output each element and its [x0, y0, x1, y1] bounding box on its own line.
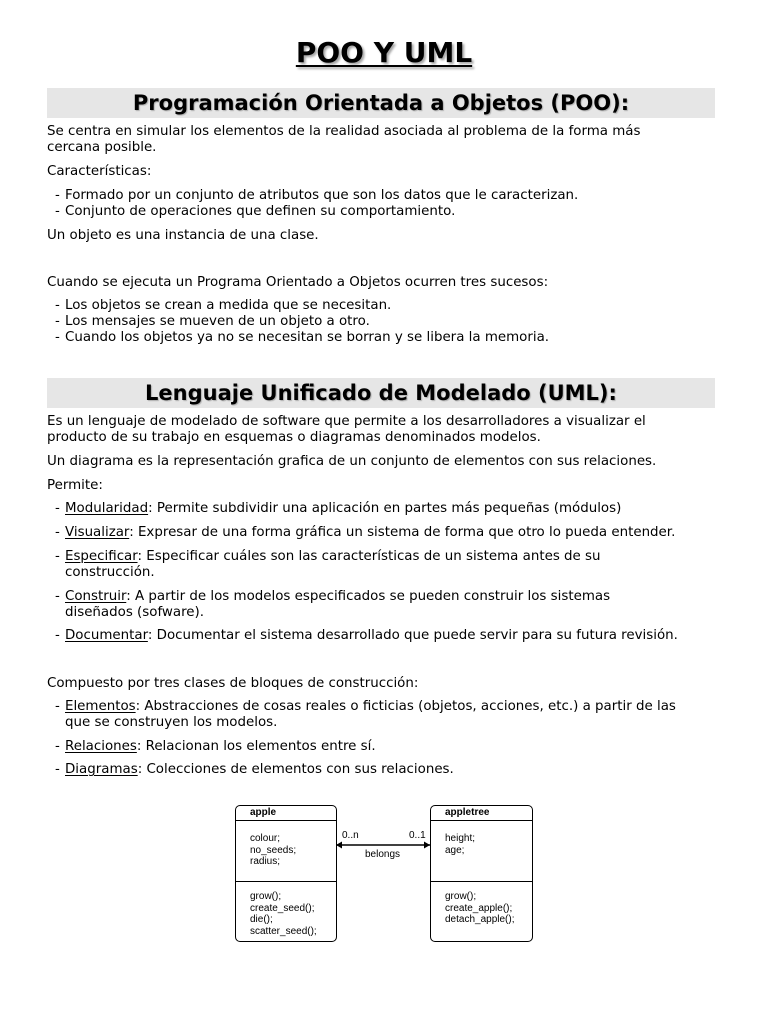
list-item: - Modularidad: Permite subdividir una aplicación en partes más pequeñas (módulos) — [55, 501, 622, 516]
term-construir: Construir — [65, 589, 127, 604]
class-name: apple — [236, 806, 336, 821]
class-name: appletree — [431, 806, 532, 821]
list-item-text: : Colecciones de elementos con sus relaciones. — [137, 762, 454, 777]
list-item: - Formado por un conjunto de atributos que son los datos que le caracterizan. — [55, 188, 579, 203]
list-item-text: : Permite subdividir una aplicación en partes más pequeñas (módulos) — [148, 501, 622, 516]
class-attributes — [236, 821, 336, 881]
operation: create_apple(); — [445, 902, 513, 914]
diagrama-definition: Un diagrama es la representación grafica de un conjunto de elementos con sus relaciones. — [47, 454, 657, 469]
term-modularidad: Modularidad — [65, 501, 149, 516]
list-item-text: : Expresar de una forma gráfica un sistema de forma que otro lo pueda entender. — [129, 525, 676, 540]
list-item-text: : A partir de los modelos especificados se pueden construir los sistemas — [126, 589, 611, 604]
term-elementos: Elementos — [65, 699, 136, 714]
bloques-intro: Compuesto por tres clases de bloques de construcción: — [47, 676, 419, 691]
term-documentar: Documentar — [65, 628, 148, 643]
multiplicity-right: 0..1 — [409, 830, 426, 841]
list-item-text: : Relacionan los elementos entre sí. — [136, 739, 376, 754]
permite-label: Permite: — [47, 478, 103, 493]
attribute: radius; — [250, 856, 281, 867]
poo-intro-line-2: cercana posible. — [47, 140, 157, 155]
operation: grow(); — [445, 891, 477, 902]
list-item-continuation: construcción. — [65, 565, 155, 580]
term-visualizar: Visualizar — [65, 525, 130, 540]
operation: die(); — [250, 914, 273, 925]
arrow-left-icon — [336, 842, 342, 849]
sucesos-intro: Cuando se ejecuta un Programa Orientado a Objetos ocurren tres sucesos: — [47, 275, 549, 290]
list-item: - Los mensajes se mueven de un objeto a otro. — [55, 314, 370, 329]
list-item: - Diagramas: Colecciones de elementos con sus relaciones. — [55, 762, 454, 777]
list-item-text: Conjunto de operaciones que definen su comportamiento. — [65, 204, 456, 219]
document-title: POO Y UML — [295, 36, 473, 69]
class-operations — [431, 881, 532, 926]
list-item-text: : Documentar el sistema desarrollado que puede servir para su futura revisión. — [147, 628, 678, 643]
list-item-text: Los mensajes se mueven de un objeto a otro. — [65, 314, 370, 329]
list-item-text: Cuando los objetos ya no se necesitan se borran y se libera la memoria. — [65, 330, 550, 345]
term-especificar: Especificar — [65, 549, 138, 564]
term-relaciones: Relaciones — [65, 739, 137, 754]
operation: grow(); — [250, 891, 282, 902]
list-item-continuation: diseñados (sofware). — [65, 605, 205, 620]
list-item-continuation: que se construyen los modelos. — [65, 715, 278, 730]
attribute: colour; — [250, 833, 281, 844]
multiplicity-left: 0..n — [342, 830, 359, 841]
list-item: - Visualizar: Expresar de una forma gráfica un sistema de forma que otro lo pueda entender. — [55, 525, 676, 540]
operation: create_seed(); — [250, 902, 315, 914]
arrow-right-icon — [424, 842, 430, 849]
caracteristicas-label: Características: — [47, 164, 152, 179]
uml-class-apple — [235, 805, 337, 942]
attribute: height; — [445, 833, 476, 844]
class-attributes — [431, 821, 532, 881]
list-item: - Los objetos se crean a medida que se necesitan. — [55, 298, 392, 313]
attribute: age; — [445, 844, 465, 856]
list-item: - Relaciones: Relacionan los elementos entre sí. — [55, 739, 376, 754]
list-item: - Especificar: Especificar cuáles son las características de un sistema antes de su — [55, 549, 601, 564]
poo-intro-line-1: Se centra en simular los elementos de la realidad asociada al problema de la forma más — [47, 124, 641, 139]
list-item-text: Formado por un conjunto de atributos que son los datos que le caracterizan. — [65, 188, 579, 203]
operation: detach_apple(); — [445, 914, 515, 925]
poo-heading: Programación Orientada a Objetos (POO): — [47, 88, 715, 118]
association-label: belongs — [365, 849, 401, 860]
list-item: - Conjunto de operaciones que definen su comportamiento. — [55, 204, 456, 219]
list-item-text: : Abstracciones de cosas reales o ficticias (objetos, acciones, etc.) a partir de las — [135, 699, 676, 714]
attribute: no_seeds; — [250, 844, 297, 856]
instancia-text: Un objeto es una instancia de una clase. — [47, 228, 319, 243]
list-item-text: Los objetos se crean a medida que se necesitan. — [65, 298, 392, 313]
uml-intro-line-1: Es un lenguaje de modelado de software que permite a los desarrolladores a visualizar el — [47, 414, 646, 429]
uml-intro-line-2: producto de su trabajo en esquemas o diagramas denominados modelos. — [47, 430, 541, 445]
uml-heading: Lenguaje Unificado de Modelado (UML): — [47, 378, 715, 408]
list-item-text: : Especificar cuáles son las características de un sistema antes de su — [137, 549, 601, 564]
list-item: - Elementos: Abstracciones de cosas reales o ficticias (objetos, acciones, etc.) a partir de las — [55, 699, 676, 714]
list-item: - Documentar: Documentar el sistema desarrollado que puede servir para su futura revisión. — [55, 628, 678, 643]
list-item: - Construir: A partir de los modelos especificados se pueden construir los sistemas — [55, 589, 611, 604]
uml-class-appletree — [430, 805, 533, 942]
list-item: - Cuando los objetos ya no se necesitan se borran y se libera la memoria. — [55, 330, 550, 345]
operation: scatter_seed(); — [250, 925, 317, 937]
term-diagramas: Diagramas — [65, 762, 138, 777]
class-operations — [236, 881, 336, 937]
